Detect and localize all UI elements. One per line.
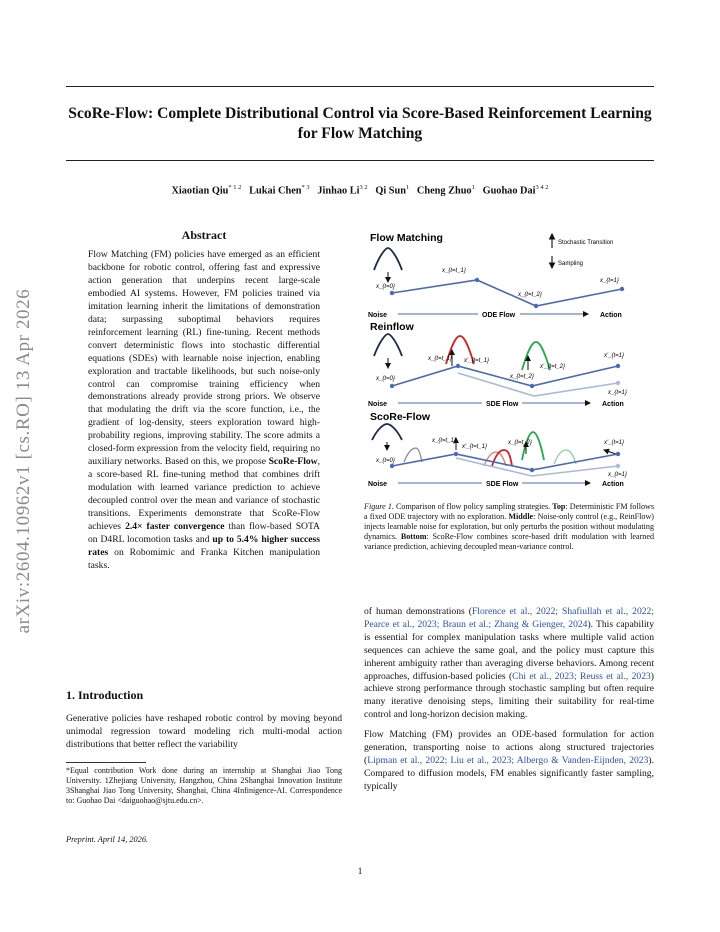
figure-caption [364, 502, 654, 552]
state-label: x_{t=t_2} [508, 440, 532, 446]
noise-distribution-icon [374, 248, 402, 270]
state-label: x_{t=t_1} [432, 438, 456, 444]
right-column-text [364, 606, 654, 801]
paper-title: ScoRe-Flow: Complete Distributional Control via Score-Based Reinforcement Learning for Flow Matching [68, 105, 652, 142]
state-label: x_{t=0} [376, 284, 395, 290]
caption-keyword: Bottom [400, 532, 427, 541]
trajectory-point [454, 452, 458, 456]
perturbed-trajectory [456, 458, 618, 476]
title-bottom-rule [66, 160, 654, 161]
body-text: of human demonstrations ( [364, 606, 472, 617]
footnote-rule [66, 762, 146, 763]
ode-trajectory [392, 280, 622, 306]
abstract-text: , a score-based RL fine-tuning method that combines drift modulation with learned variance prediction to achieve decoupled control over the mean and variance of stochastic transitions. Experiments demonstrate that ScoRe-Flow achieves [88, 456, 320, 533]
axis-ode-flow-label: ODE Flow [482, 312, 516, 319]
trajectory-point [616, 381, 620, 385]
trajectory-point [390, 291, 394, 295]
drift-arrow-icon [604, 450, 616, 454]
abstract-text: Flow Matching (FM) policies have emerged as an efficient backbone for robotic control, offering fast and expressive action generation that underpins recent large-scale embodied AI systems. However, FM policies trained via imitation learning inherit the limitations of demonstration data; surpassing suboptimal behaviors requires reinforcement learning (RL) fine-tuning. Recent methods convert deterministic flows into stochastic differential equations (SDEs) with learnable noise injection, enabling exploration and tractable likelihoods, but such noise-only control can compromise training efficiency when demonstrations already provide strong priors. We observe that modulating the drift via the score function, i.e., the gradient of log-density, steers exploration toward high-probability regions, improving stability. The score admits a closed-form expression from the velocity field, requiring no auxiliary networks. Based on this, we propose [88, 249, 320, 468]
page-number: 1 [357, 866, 363, 877]
preprint-note: Preprint. April 14, 2026. [66, 835, 149, 844]
caption-text: Comparison of flow policy sampling strategies. [393, 502, 553, 511]
trajectory-point [390, 464, 394, 468]
body-text: ). Compared to diffusion models, FM enables significantly faster sampling, typically [364, 754, 654, 792]
legend-sampling: Sampling [558, 261, 584, 267]
trajectory-point [616, 364, 620, 368]
trajectory-point [530, 384, 534, 388]
axis-noise-label: Noise [368, 312, 388, 319]
axis-noise-label: Noise [368, 481, 388, 488]
title-top-rule [66, 86, 654, 87]
citation-link[interactable]: Chi et al., 2023; Reuss et al., 2023 [512, 670, 651, 682]
state-label: x'_{t=t_1} [462, 444, 488, 450]
state-label: x_{t=1} [600, 278, 619, 284]
abstract-text: than flow-based SOTA on D4RL locomotion tasks and [88, 521, 320, 545]
author-name: Lukai Chen [249, 185, 302, 197]
body-paragraph [364, 729, 654, 794]
trajectory-point [530, 468, 534, 472]
abstract-heading: Abstract [181, 228, 227, 242]
body-text: ). This capability is essential for complex manipulation tasks where multiple valid action sequences can achieve the same goal, and the policy must capture this inherent ambiguity rather than averaging diverse behaviors. Among recent approaches, diffusion-based policies ( [364, 618, 654, 682]
trajectory-point [456, 364, 460, 368]
state-label: x'_{t=1} [604, 353, 624, 359]
author-name: Xiaotian Qiu [171, 185, 229, 197]
state-label: x'_{t=1} [604, 440, 624, 446]
axis-action-label: Action [602, 481, 624, 488]
state-label: x_{t=1} [608, 390, 627, 396]
trajectory-point [620, 287, 624, 291]
state-label: x'_{t=t_1} [464, 358, 490, 364]
state-label: x_{t=t_1} [428, 356, 452, 362]
trajectory-point [534, 304, 538, 308]
grey-distribution-icon [404, 448, 422, 462]
author-affiliation: 1 [471, 184, 475, 191]
state-label: x_{t=t_2} [518, 292, 542, 298]
trajectory-point [390, 384, 394, 388]
legend-stochastic-transition: Stochastic Transition [558, 240, 614, 246]
trajectory-point [475, 278, 479, 282]
trajectory-point [616, 464, 620, 468]
green-distribution-icon [522, 432, 544, 460]
author-affiliation: * 3 [301, 184, 310, 191]
abstract-body [88, 249, 320, 573]
axis-noise-label: Noise [368, 401, 388, 408]
panel-title-score-flow: ScoRe-Flow [370, 411, 431, 423]
abstract-highlight: 2.4× faster convergence [125, 521, 225, 533]
state-label: x_{t=1} [608, 472, 627, 478]
trajectory-point [616, 452, 620, 456]
figure-1 [360, 226, 654, 488]
noise-distribution-icon [374, 334, 402, 356]
caption-text: : ScoRe-Flow combines score-based drift modulation with learned variance prediction, achieving decoupled mean-variance control. [364, 532, 654, 551]
abstract-highlight: up to 5.4% higher success rates [88, 533, 320, 558]
footnote-text: *Equal contribution Work done during an internship at Shanghai Jiao Tong University. [66, 766, 342, 785]
body-text: Flow Matching (FM) provides an ODE-based formulation for action generation, transporting noise to actions along structured trajectories ( [364, 729, 654, 766]
author-name: Jinhao Li [317, 185, 360, 197]
caption-text: : Deterministic FM follows a fixed ODE trajectory with no exploration. [364, 502, 655, 521]
state-label: x_{t=t_2} [510, 374, 534, 380]
axis-action-label: Action [600, 312, 622, 319]
section-heading-introduction: 1. Introduction [66, 688, 144, 702]
state-label: x_{t=0} [376, 376, 395, 382]
state-label: x_{t=t_1} [442, 268, 466, 274]
state-label: x_{t=0} [376, 458, 395, 464]
body-paragraph [364, 606, 654, 722]
method-name: ScoRe-Flow [268, 456, 318, 468]
author-affiliation: 3 4 2 [535, 184, 549, 191]
citation-link[interactable]: Florence et al., 2022; Shafiullah et al., 2022; Pearce et al., 2023; Braun et al.; Zhang & Gienger, 2024 [364, 606, 654, 630]
caption-label: Figure 1. [364, 502, 394, 511]
footnote-affiliations: 1Zhejiang University, Hangzhou, China 2Shanghai Innovation Institute 3Shanghai Jiao Tong University, Shanghai, China 4Infinigence-AI. Correspondence to: Guohao Dai <daiguohao@sjtu.edu.cn>. [66, 776, 342, 805]
author-affiliation: * 1 2 [228, 184, 242, 191]
state-label: x'_{t=t_2} [540, 364, 566, 370]
caption-text: : Noise-only control (e.g., ReinFlow) injects learnable noise for exploration, but only perturbs the position without modulating dynamics. [364, 512, 654, 541]
author-name: Qi Sun [375, 185, 406, 197]
caption-keyword: Middle [508, 512, 534, 521]
caption-keyword: Top [552, 502, 566, 511]
figure-1-diagram [360, 226, 654, 488]
sde-trajectory [392, 366, 618, 386]
author-affiliation: 1 [405, 184, 410, 191]
abstract-text: on Robomimic and Franka Kitchen manipulation tasks. [88, 546, 320, 571]
panel-title-flow-matching: Flow Matching [370, 232, 443, 244]
author-name: Cheng Zhuo [416, 185, 472, 197]
intro-paragraph [66, 712, 342, 751]
axis-sde-flow-label: SDE Flow [486, 401, 519, 408]
noise-distribution-icon [372, 424, 402, 440]
author-affiliation: 3 2 [359, 184, 368, 191]
axis-action-label: Action [602, 401, 624, 408]
arxiv-stamp-text: arXiv:2604.10962v1 [cs.RO] 13 Apr 2026 [13, 288, 34, 634]
author-name: Guohao Dai [482, 185, 536, 197]
body-text: ) achieve strong performance through stochastic sampling but often require many iterative denoising steps, limiting their suitability for real-time control and long-horizon decision making. [364, 670, 654, 721]
footnote [66, 766, 342, 806]
citation-link[interactable]: Lipman et al., 2022; Liu et al., 2023; Albergo & Vanden-Eijnden, 2023 [367, 754, 649, 766]
axis-sde-flow-label: SDE Flow [486, 481, 519, 488]
arxiv-stamp [6, 258, 42, 664]
panel-title-reinflow: Reinflow [370, 321, 414, 333]
author-list [66, 184, 654, 196]
intro-text: Generative policies have reshaped robotic control by moving beyond unimodal regression toward modeling rich multi-modal action distributions that better reflect the variability [66, 713, 342, 750]
